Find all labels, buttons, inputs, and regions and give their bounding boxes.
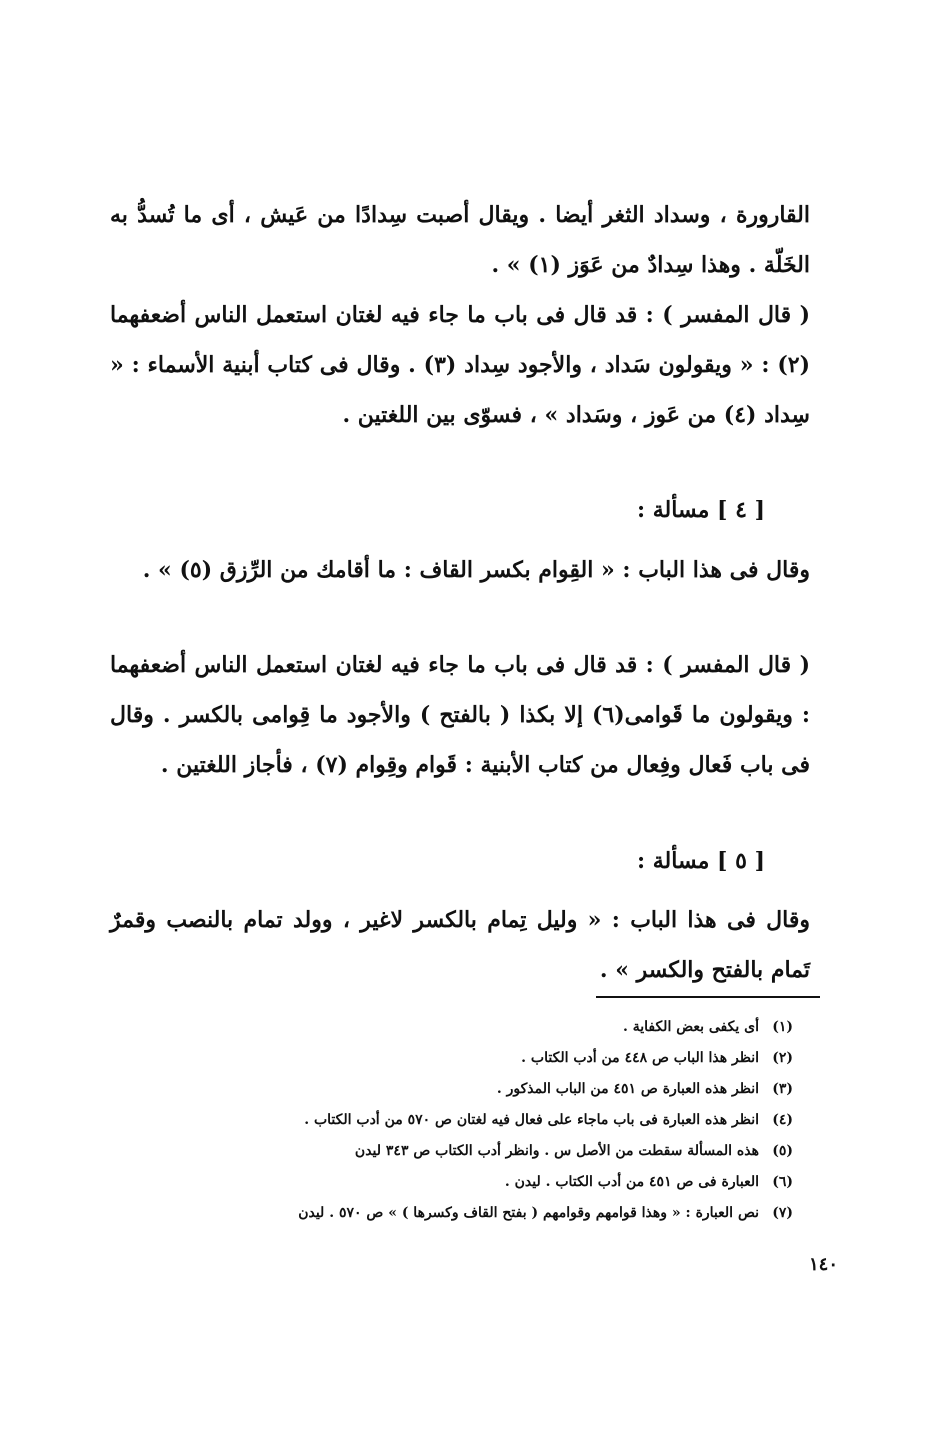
- footnote-text: انظر هذه العبارة فى باب ماجاء على فعال فيه لغتان ص ٥٧٠ من أدب الكتاب .: [304, 1112, 759, 1128]
- footnotes: [150, 1012, 793, 1229]
- issue-5-heading: [ ٥ ] مسألة :: [636, 848, 765, 874]
- footnote-number: (٦): [772, 1174, 793, 1190]
- footnote-divider: [596, 996, 820, 998]
- paragraph-2: ( قال المفسر ) : قد قال فى باب ما جاء فيه لغتان استعمل الناس أضعفهما (٢) : « ويقولون سَداد ، والأجود سِداد (٣) . وقال فى كتاب أبنية الأسماء : « سِداد (٤) من عَوز ، وسَداد » ، فسوّى بين اللغتين .: [110, 302, 810, 428]
- footnote-4: [150, 1105, 793, 1136]
- footnote-text: انظر هذا الباب ص ٤٤٨ من أدب الكتاب .: [521, 1050, 759, 1066]
- footnote-text: أى يكفى بعض الكفاية .: [622, 1019, 759, 1035]
- footnote-number: (٤): [772, 1112, 793, 1128]
- footnote-text: العبارة فى ص ٤٥١ من أدب الكتاب . ليدن .: [504, 1174, 759, 1190]
- footnote-3: [150, 1074, 793, 1105]
- page-number: ١٤٠: [808, 1254, 838, 1275]
- footnote-2: [150, 1043, 793, 1074]
- footnote-7: [150, 1198, 793, 1229]
- issue-4-heading: [ ٤ ] مسألة :: [636, 497, 765, 523]
- footnote-text: هذه المسألة سقطت من الأصل س . وانظر أدب الكتاب ص ٣٤٣ ليدن: [354, 1143, 759, 1159]
- footnote-text: نص العبارة : « وهذا قوامهم وقوامهم ( بفتح القاف وكسرها ) » ص ٥٧٠ . ليدن: [298, 1205, 759, 1221]
- paragraph-3: وقال فى هذا الباب : « القِوام بكسر القاف : ما أقامك من الرِّزق (٥) » .: [142, 557, 810, 583]
- footnote-number: (٣): [772, 1081, 793, 1097]
- footnote-6: [150, 1167, 793, 1198]
- footnote-5: [150, 1136, 793, 1167]
- footnote-text: انظر هذه العبارة ص ٤٥١ من الباب المذكور .: [496, 1081, 759, 1097]
- paragraph-1: القارورة ، وسداد الثغر أيضا . ويقال أصبت سِدادًا من عَيش ، أى ما تُسدُّ به الخَلّة . وهذا سِدادٌ من عَوَز (١) » .: [110, 202, 810, 278]
- footnote-number: (٧): [772, 1205, 793, 1221]
- footnote-1: [150, 1012, 793, 1043]
- footnote-number: (٢): [772, 1050, 793, 1066]
- paragraph-5: وقال فى هذا الباب : « وليل تِمام بالكسر لاغير ، وولد تمام بالنصب وقمرٌ تَمام بالفتح والكسر » .: [110, 907, 810, 983]
- footnote-number: (٥): [772, 1143, 793, 1159]
- paragraph-4: ( قال المفسر ) : قد قال فى باب ما جاء فيه لغتان استعمل الناس أضعفهما : ويقولون ما قَوامى(٦) إلا بكذا ( بالفتح ) والأجود ما قِوامى بالكسر . وقال فى باب فَعال وفِعال من كتاب الأبنية : قَوام وقِوام (٧) ، فأجاز اللغتين .: [110, 652, 810, 778]
- footnote-number: (١): [772, 1019, 793, 1035]
